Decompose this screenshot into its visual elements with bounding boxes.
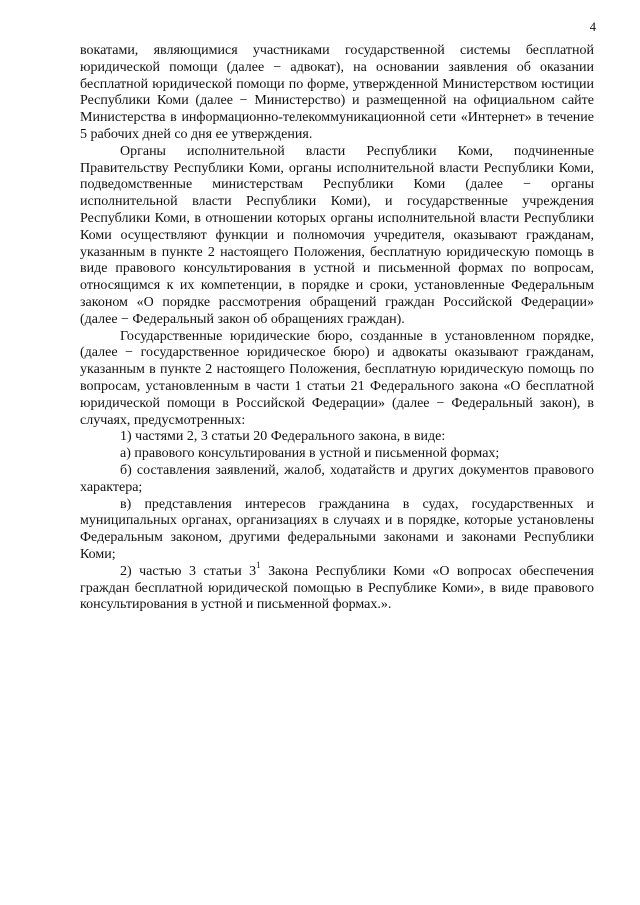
page-number: 4	[589, 20, 596, 34]
list-item-2-end: Закона Республики Коми «О вопросах обеспечения граждан бесплатной юридической помощью в Республике Коми», в виде правового консультирования в устной и письменной формах.».	[80, 563, 594, 613]
list-item-1b: б) составления заявлений, жалоб, ходатайств и других документов правового характера;	[80, 462, 594, 495]
list-item-2	[80, 560, 594, 614]
list-item-2-start: 2) частью 3 статьи 3	[120, 563, 257, 579]
article-superscript: 1	[256, 560, 261, 571]
paragraph-executive-bodies: Органы исполнительной власти Республики Коми, подчиненные Правительству Республики Коми, органы исполнительной власти Республики Коми, подведомственные министерствам Республики Коми (далее − органы исполнительной власти Республики Коми), и государственные учреждения Республики Коми, в отношении которых органы исполнительной власти Республики Коми осуществляют функции и полномочия учредителя, оказывают гражданам, указанным в пункте 2 настоящего Положения, бесплатную юридическую помощь в виде правового консультирования в устной и письменной формах по вопросам, относящимся к их компетенции, в порядке и сроки, установленные Федеральным законом «О порядке рассмотрения обращений граждан Российской Федерации» (далее − Федеральный закон об обращениях граждан).	[80, 143, 594, 327]
list-item-1: 1) частями 2, 3 статьи 20 Федерального закона, в виде:	[120, 429, 446, 445]
paragraph-legal-bureaus: Государственные юридические бюро, созданные в установленном порядке, (далее − государственное юридическое бюро) и адвокаты оказывают гражданам, указанным в пункте 2 настоящего Положения, бесплатную юридическую помощь по вопросам, установленным в части 1 статьи 21 Федерального закона «О бесплатной юридической помощи в Российской Федерации» (далее − Федеральный закон), в случаях, предусмотренных:	[80, 328, 594, 428]
list-item-1a: а) правового консультирования в устной и письменной формах;	[120, 446, 500, 462]
document-body	[80, 43, 594, 614]
list-item-1c: в) представления интересов гражданина в судах, государственных и муниципальных органах, организациях в случаях и в порядке, которые установлены Федеральным законом, другими федеральными законами и законами Республики Коми;	[80, 496, 594, 562]
paragraph-continuation: вокатами, являющимися участниками государственной системы бесплатной юридической помощи (далее − адвокат), на основании заявления об оказании бесплатной юридической помощи по форме, утвержденной Министерством юстиции Республики Коми (далее − Министерство) и размещенной на официальном сайте Министерства в информационно-телекоммуникационной сети «Интернет» в течение 5 рабочих дней со дня ее утверждения.	[80, 43, 594, 142]
